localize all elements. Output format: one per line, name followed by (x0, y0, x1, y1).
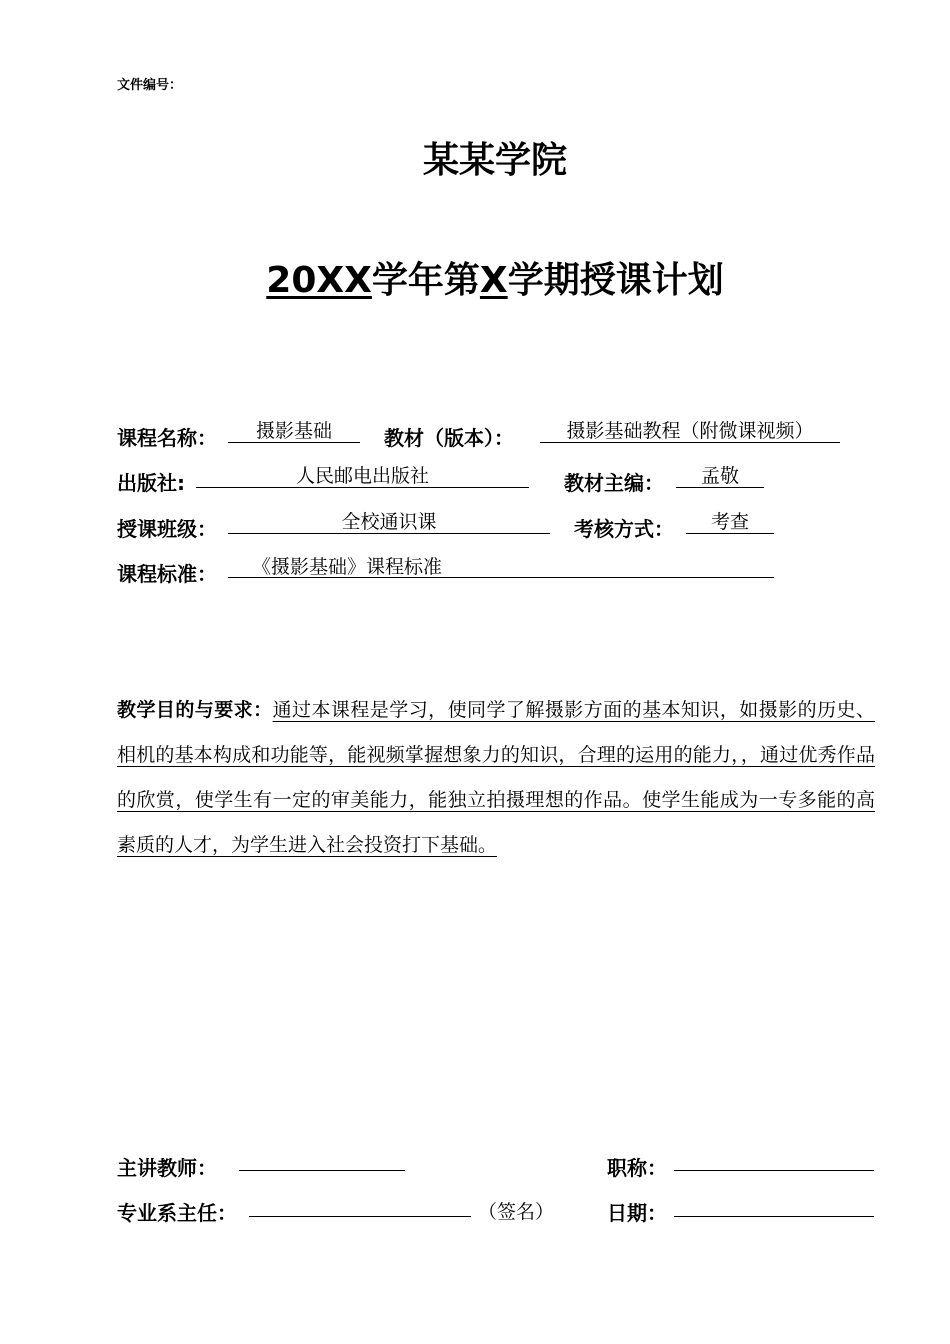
course-name-label: 课程名称： (117, 426, 217, 450)
academic-year: 20XX (266, 260, 372, 301)
publisher-value: 人民邮电出版社 (196, 465, 529, 488)
date-line (674, 1216, 874, 1217)
teaching-purpose (117, 688, 875, 868)
department-director-label: 专业系主任： (117, 1201, 237, 1225)
publisher-label: 出版社: (117, 471, 185, 495)
standard-value: 《摄影基础》课程标准 (228, 556, 774, 578)
director-signature-line (249, 1216, 471, 1217)
textbook-value: 摄影基础教程（附微课视频） (540, 420, 840, 443)
textbook-label: 教材（版本）： (384, 426, 514, 450)
class-value: 全校通识课 (228, 511, 550, 534)
editor-label: 教材主编： (564, 471, 664, 495)
teacher-label: 主讲教师： (117, 1156, 217, 1180)
plan-title-part2: 学期授课计划 (507, 260, 724, 301)
professional-title-label: 职称： (607, 1156, 667, 1180)
course-name-value: 摄影基础 (228, 420, 360, 443)
document-number-label: 文件编号： (117, 78, 183, 93)
signature-note: （签名） (478, 1201, 555, 1223)
editor-value: 孟敬 (676, 465, 764, 488)
teaching-purpose-text: 通过本课程是学习，使同学了解摄影方面的基本知识，如摄影的历史、相机的基本构成和功能等，能视频掌握想象力的知识，合理的运用的能力，，通过优秀作品的欣赏，使学生有一定的审美能力，能独立拍摄理想的作品。使学生能成为一专多能的高素质的人才，为学生进入社会投资打下基础。 (117, 699, 875, 856)
college-name: 某某学院 (422, 140, 567, 181)
plan-title (0, 252, 950, 303)
standard-label: 课程标准： (117, 562, 217, 586)
date-label: 日期： (607, 1201, 667, 1225)
assessment-label: 考核方式： (574, 517, 674, 541)
professional-title-line (674, 1170, 874, 1171)
term-number: X (479, 260, 508, 301)
teaching-purpose-label: 教学目的与要求： (117, 699, 273, 721)
assessment-value: 考查 (686, 511, 774, 534)
plan-title-part1: 学年第 (371, 260, 480, 301)
teacher-signature-line (239, 1170, 405, 1171)
class-label: 授课班级： (117, 517, 217, 541)
